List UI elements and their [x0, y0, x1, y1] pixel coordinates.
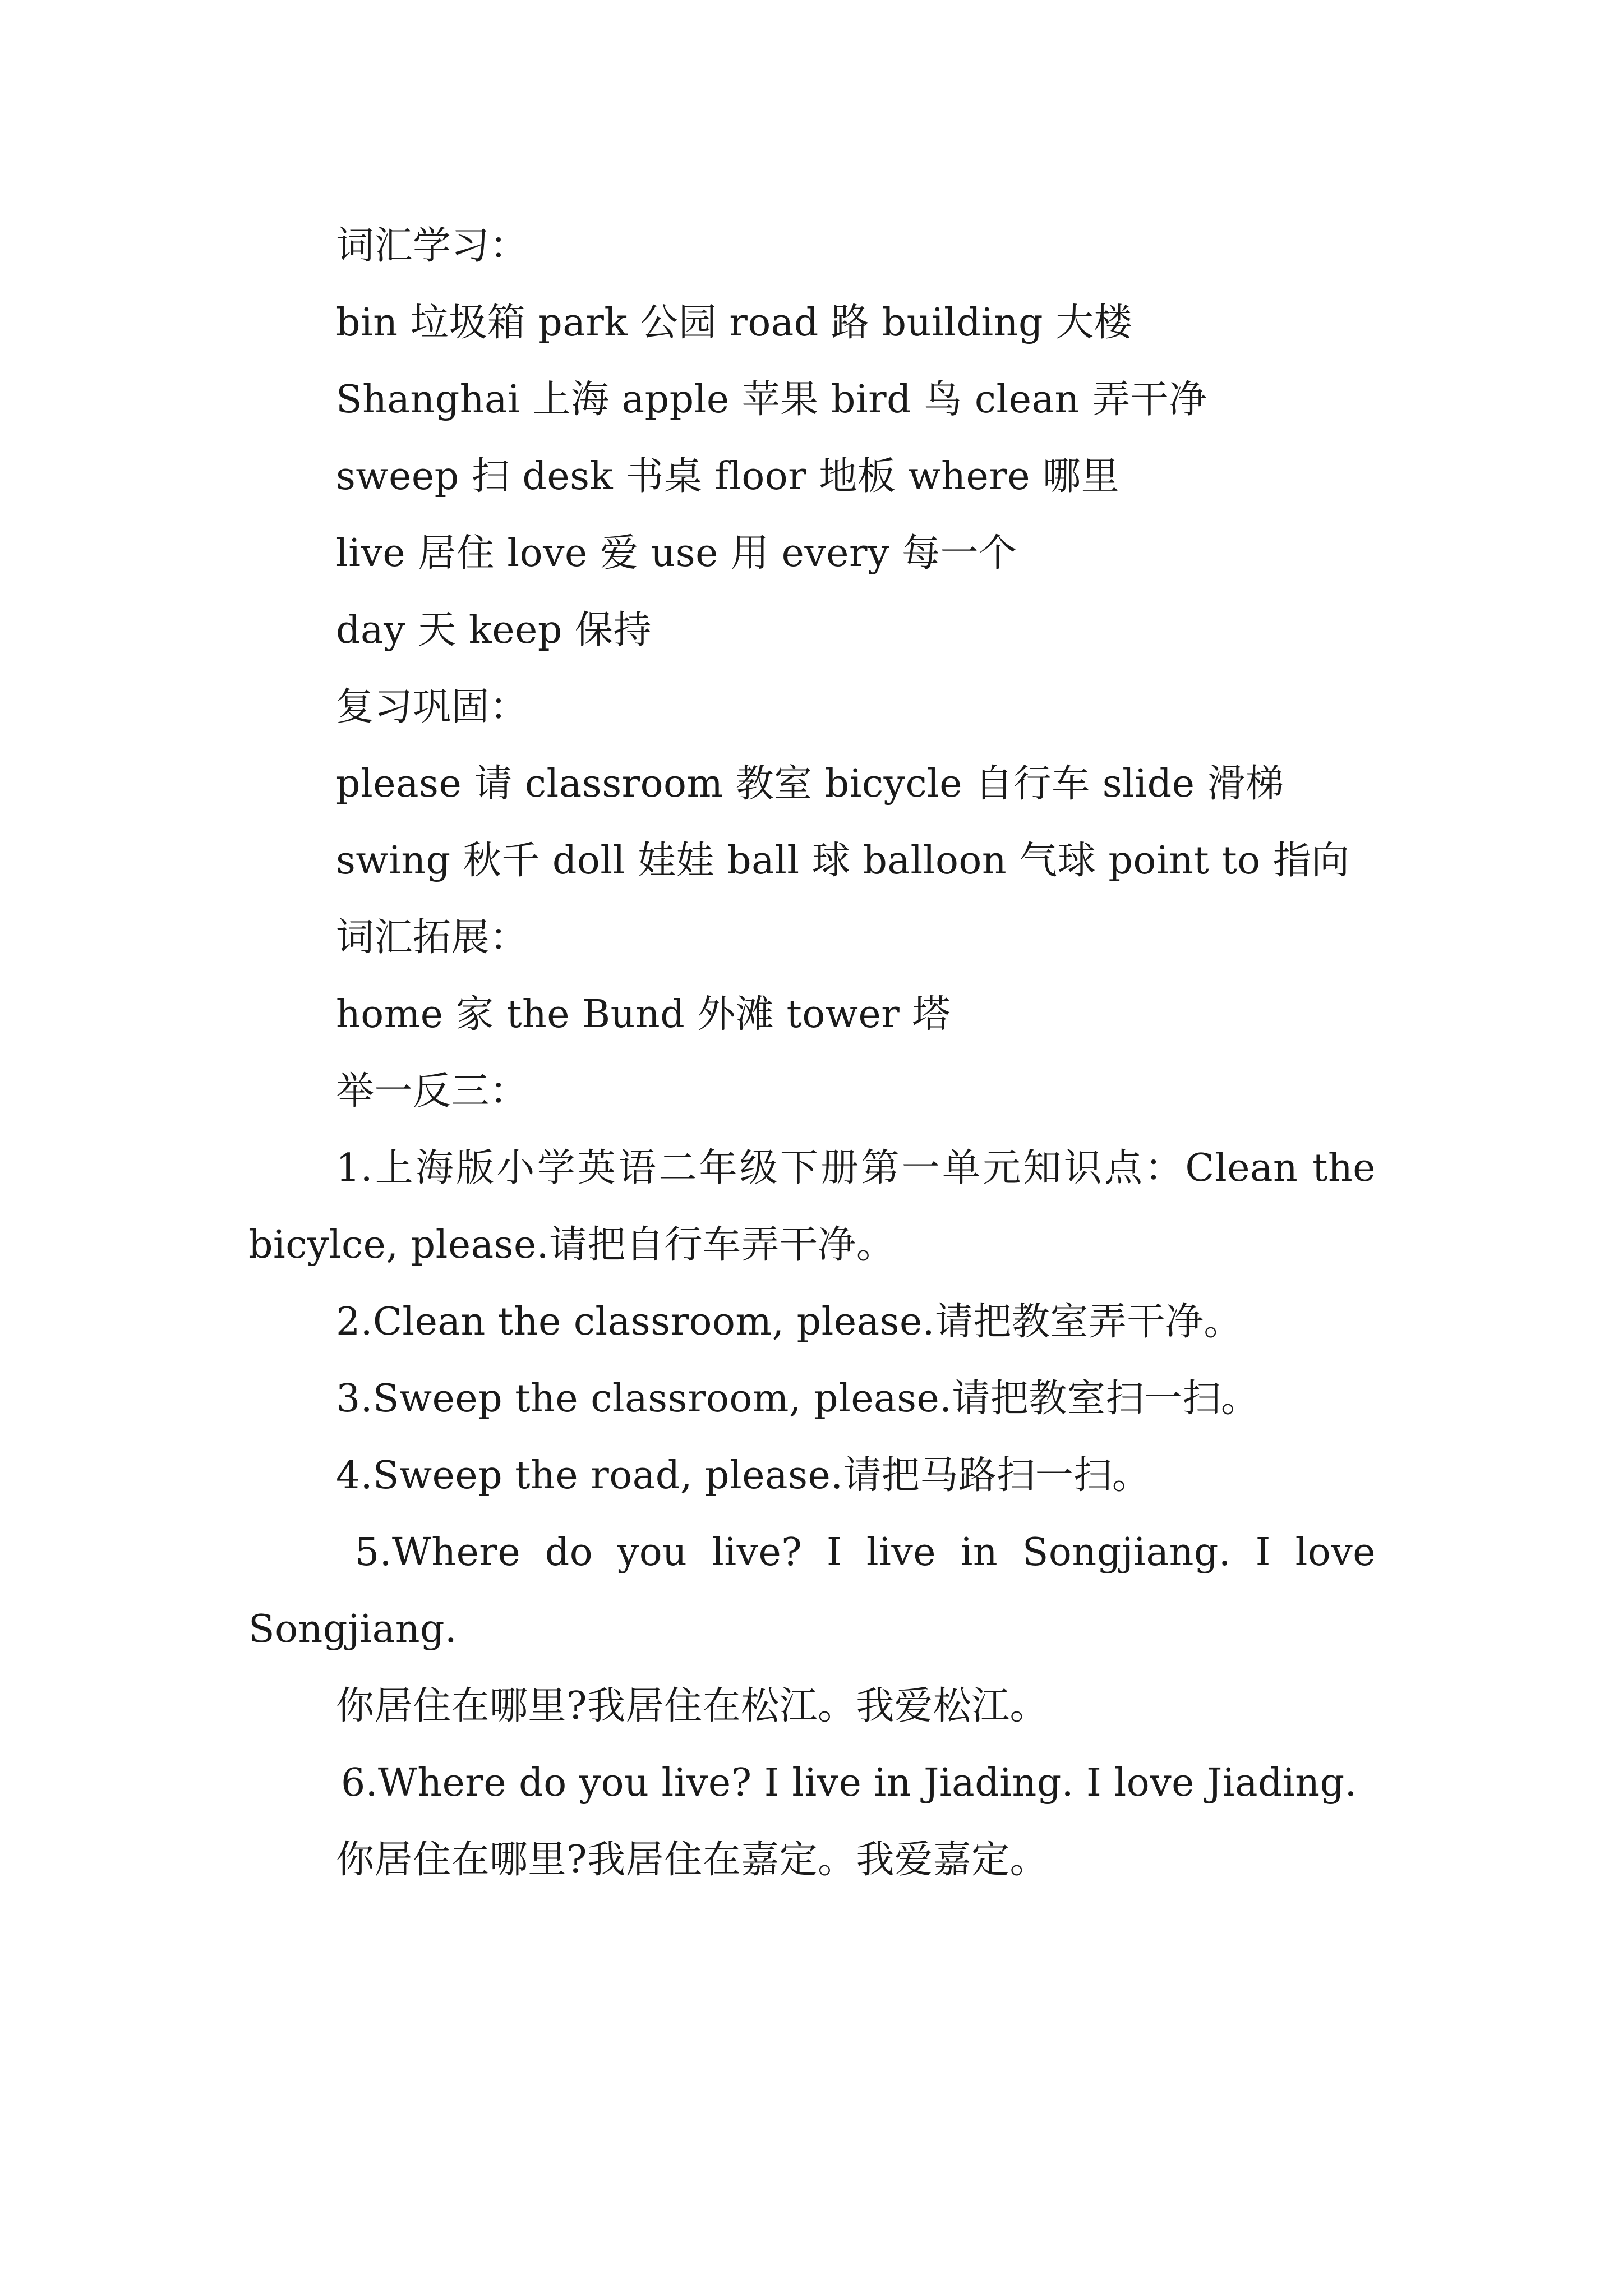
example-translation: 你居住在哪里?我居住在嘉定。我爱嘉定。 [336, 1838, 1048, 1882]
example-translation: 你居住在哪里?我居住在松江。我爱松江。 [336, 1684, 1048, 1728]
example-item: 4.Sweep the road, please.请把马路扫一扫。 [336, 1453, 1151, 1498]
example-item: 1.上海版小学英语二年级下册第一单元知识点：Clean the bicylce, please.请把自行车弄干净。 [248, 1146, 1376, 1267]
heading-vocab: 词汇学习： [336, 224, 528, 268]
review-line: swing 秋千 doll 娃娃 ball 球 balloon 气球 point to 指向 [336, 839, 1350, 883]
example-item: 3.Sweep the classroom, please.请把教室扫一扫。 [336, 1377, 1260, 1421]
extension-line: home 家 the Bund 外滩 tower 塔 [336, 992, 951, 1037]
vocab-line: live 居住 love 爱 use 用 every 每一个 [336, 531, 1017, 576]
example-item: 6.Where do you live? I live in Jiading. I love Jiading. [341, 1761, 1357, 1805]
vocab-line: sweep 扫 desk 书桌 floor 地板 where 哪里 [336, 454, 1120, 499]
heading-review: 复习巩固： [336, 685, 528, 729]
vocab-line: Shanghai 上海 apple 苹果 bird 鸟 clean 弄干净 [336, 378, 1207, 422]
example-item: 5.Where do you live? I live in Songjiang. I love Songjiang. [248, 1530, 1376, 1651]
heading-examples: 举一反三： [336, 1069, 528, 1114]
document-body [248, 208, 1376, 1898]
review-line: please 请 classroom 教室 bicycle 自行车 slide 滑梯 [336, 762, 1284, 806]
vocab-line: day 天 keep 保持 [336, 608, 652, 652]
vocab-line: bin 垃圾箱 park 公园 road 路 building 大楼 [336, 301, 1133, 345]
example-item: 2.Clean the classroom, please.请把教室弄干净。 [336, 1300, 1242, 1344]
heading-extension: 词汇拓展： [336, 915, 528, 960]
